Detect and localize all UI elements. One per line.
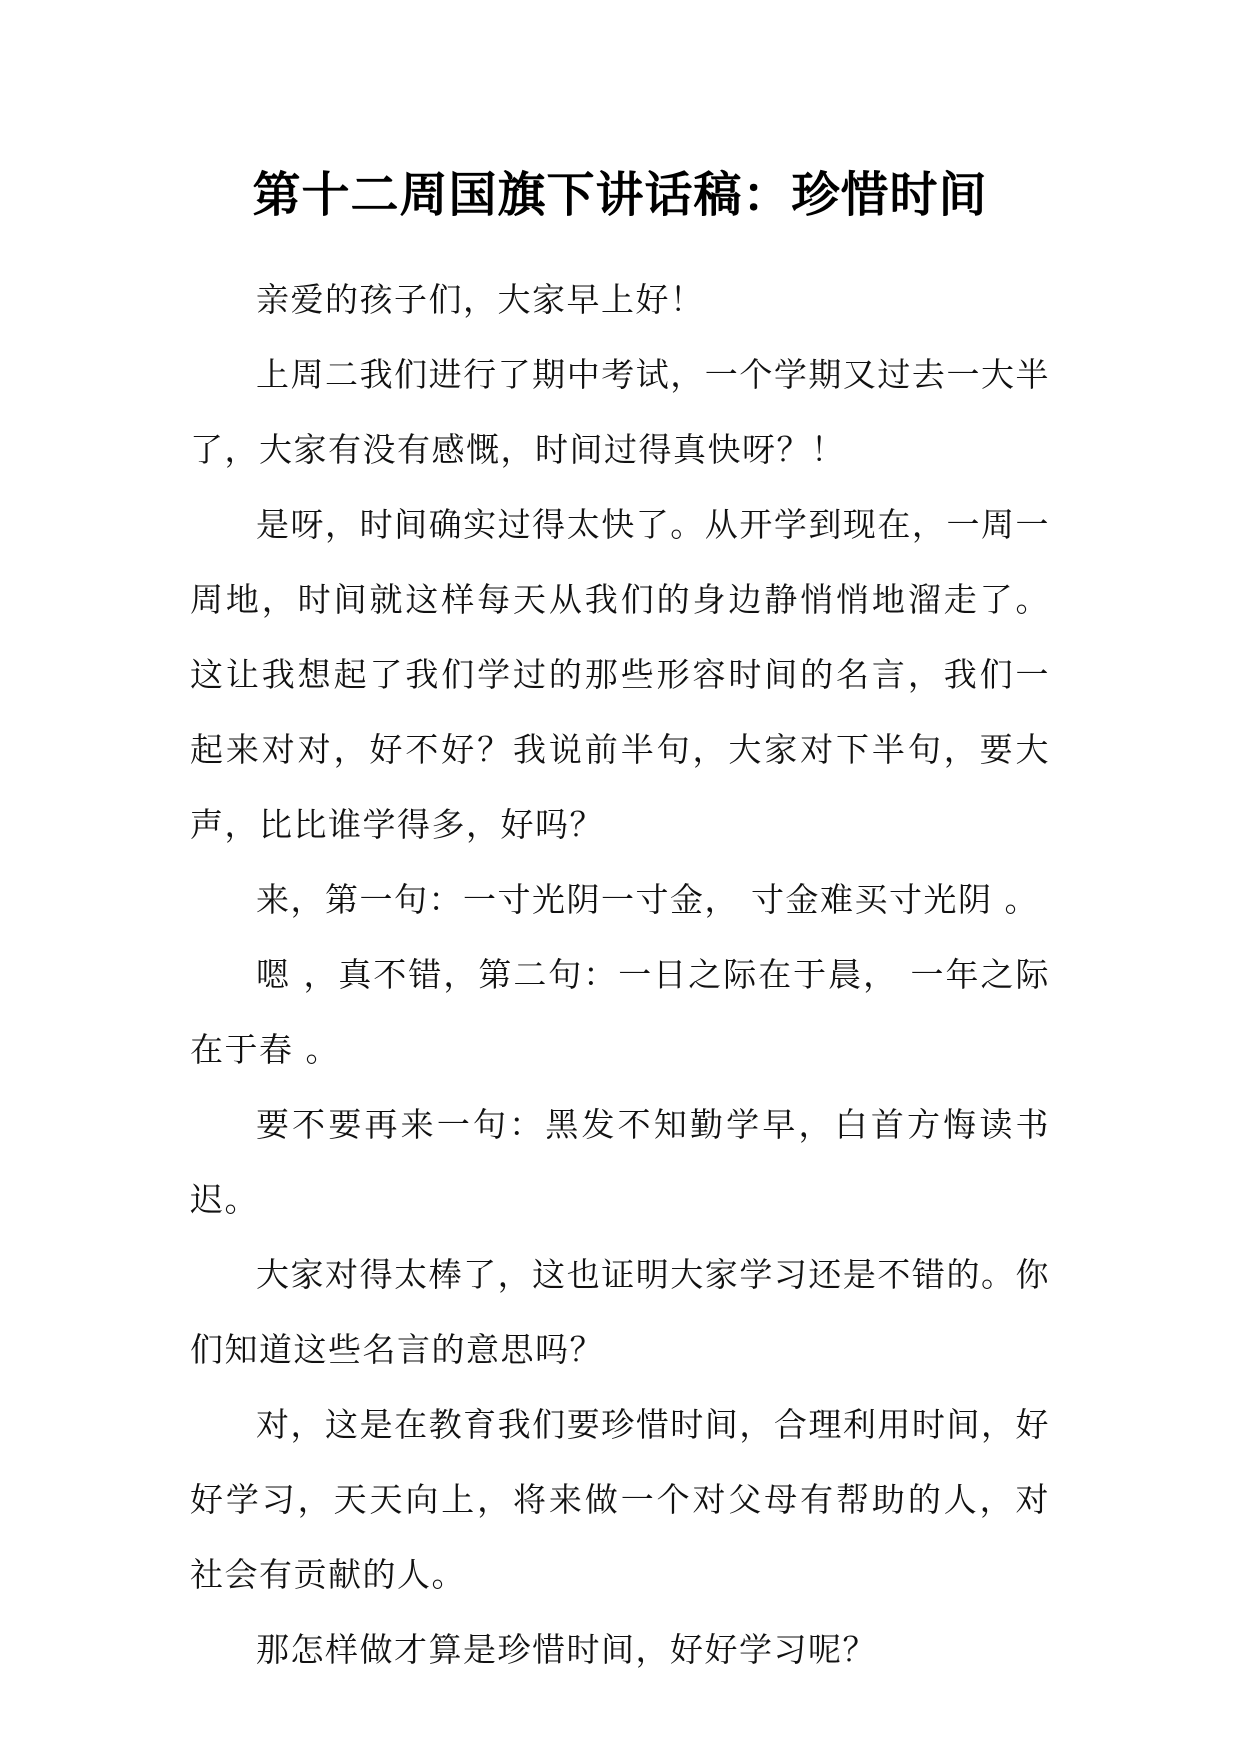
paragraph: 那怎样做才算是珍惜时间，好好学习呢？ [256,1630,877,1669]
speech-body [190,262,1050,1687]
paragraph: 要不要再来一句：黑发不知勤学早，白首方悔读书迟。 [190,1105,1050,1219]
paragraph: 大家对得太棒了，这也证明大家学习还是不错的。你们知道这些名言的意思吗？ [190,1255,1050,1369]
paragraph: 上周二我们进行了期中考试，一个学期又过去一大半了，大家有没有感慨，时间过得真快呀？！ [190,355,1050,469]
paragraph: 是呀，时间确实过得太快了。从开学到现在，一周一周地，时间就这样每天从我们的身边静悄悄地溜走了。这让我想起了我们学过的那些形容时间的名言，我们一起来对对，好不好？我说前半句，大家对下半句，要大声，比比谁学得多，好吗？ [190,505,1050,844]
paragraph: 来，第一句：一寸光阴一寸金， 寸金难买寸光阴 。 [256,880,1039,919]
page-title: 第十二周国旗下讲话稿：珍惜时间 [252,167,988,223]
paragraph: 嗯 ，真不错，第二句：一日之际在于晨， 一年之际在于春 。 [190,955,1050,1069]
paragraph-greeting: 亲爱的孩子们，大家早上好！ [256,280,705,319]
paragraph: 对，这是在教育我们要珍惜时间，合理利用时间，好好学习，天天向上，将来做一个对父母有帮助的人，对社会有贡献的人。 [190,1405,1050,1594]
